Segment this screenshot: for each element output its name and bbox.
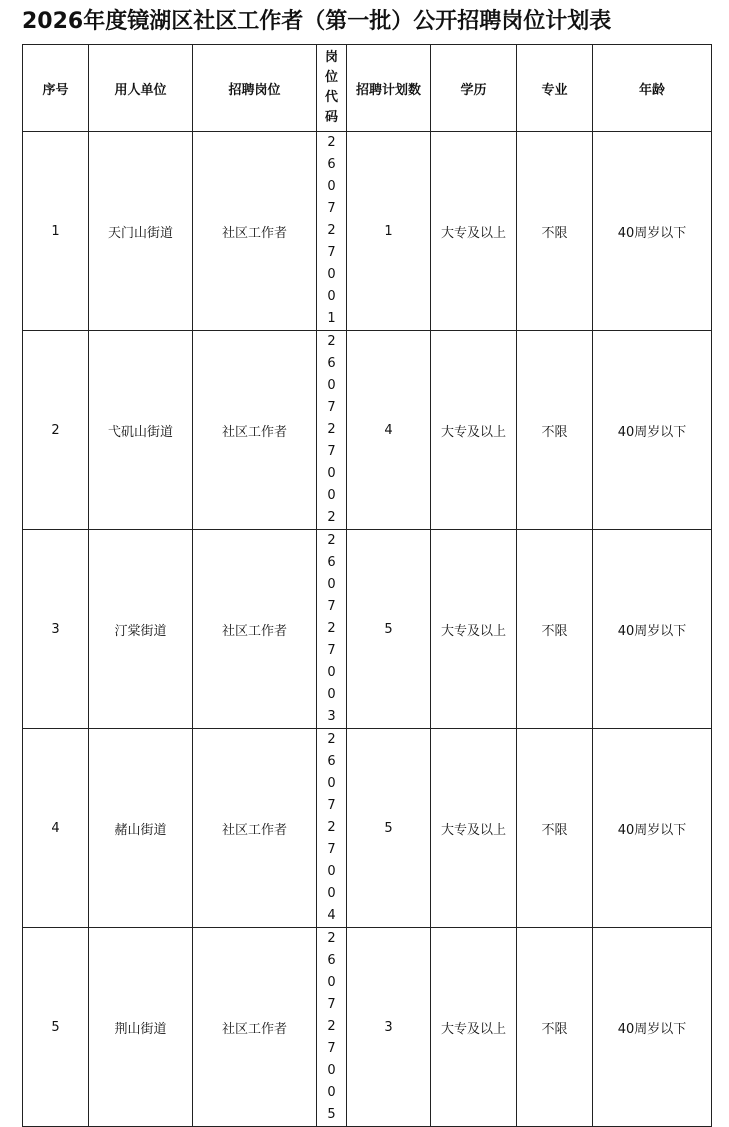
cell-seq: 2 <box>23 331 89 530</box>
cell-seq: 5 <box>23 928 89 1127</box>
cell-seq: 3 <box>23 530 89 729</box>
cell-code-value: 26 07 27 00 5 <box>327 931 336 1122</box>
header-seq: 序号 <box>23 45 89 132</box>
cell-code-value: 26 07 27 00 2 <box>327 334 336 525</box>
cell-age: 40周岁以下 <box>593 928 712 1127</box>
recruitment-plan-table <box>22 44 712 1127</box>
cell-position: 社区工作者 <box>193 928 317 1127</box>
cell-position: 社区工作者 <box>193 729 317 928</box>
table-row <box>23 928 712 1127</box>
cell-major: 不限 <box>517 928 593 1127</box>
cell-unit: 汀棠街道 <box>89 530 193 729</box>
cell-code <box>317 331 347 530</box>
cell-position: 社区工作者 <box>193 530 317 729</box>
header-position: 招聘岗位 <box>193 45 317 132</box>
cell-age: 40周岁以下 <box>593 530 712 729</box>
cell-education: 大专及以上 <box>431 530 517 729</box>
cell-code-value: 26 07 27 00 4 <box>327 732 336 923</box>
cell-major: 不限 <box>517 331 593 530</box>
table-row <box>23 331 712 530</box>
cell-age: 40周岁以下 <box>593 331 712 530</box>
table-header-row <box>23 45 712 132</box>
cell-major: 不限 <box>517 729 593 928</box>
cell-unit: 荆山街道 <box>89 928 193 1127</box>
cell-count: 1 <box>347 132 431 331</box>
cell-position: 社区工作者 <box>193 132 317 331</box>
header-code <box>317 45 347 132</box>
cell-count: 5 <box>347 729 431 928</box>
cell-education: 大专及以上 <box>431 331 517 530</box>
header-unit: 用人单位 <box>89 45 193 132</box>
table-row <box>23 729 712 928</box>
cell-code-value: 26 07 27 00 3 <box>327 533 336 724</box>
cell-code-value: 26 07 27 00 1 <box>327 135 336 326</box>
header-education: 学历 <box>431 45 517 132</box>
table-row <box>23 132 712 331</box>
cell-code <box>317 132 347 331</box>
cell-age: 40周岁以下 <box>593 132 712 331</box>
header-count: 招聘计划数 <box>347 45 431 132</box>
page-title: 2026年度镜湖区社区工作者（第一批）公开招聘岗位计划表 <box>22 9 612 34</box>
cell-education: 大专及以上 <box>431 132 517 331</box>
cell-code <box>317 530 347 729</box>
cell-code <box>317 928 347 1127</box>
cell-education: 大专及以上 <box>431 729 517 928</box>
cell-major: 不限 <box>517 132 593 331</box>
cell-unit: 赭山街道 <box>89 729 193 928</box>
cell-age: 40周岁以下 <box>593 729 712 928</box>
cell-unit: 弋矶山街道 <box>89 331 193 530</box>
cell-code <box>317 729 347 928</box>
header-major: 专业 <box>517 45 593 132</box>
cell-count: 4 <box>347 331 431 530</box>
cell-seq: 4 <box>23 729 89 928</box>
header-age: 年龄 <box>593 45 712 132</box>
cell-seq: 1 <box>23 132 89 331</box>
header-code-label: 岗位代码 <box>324 50 338 125</box>
cell-unit: 天门山街道 <box>89 132 193 331</box>
cell-count: 5 <box>347 530 431 729</box>
table-row <box>23 530 712 729</box>
cell-position: 社区工作者 <box>193 331 317 530</box>
cell-count: 3 <box>347 928 431 1127</box>
cell-major: 不限 <box>517 530 593 729</box>
cell-education: 大专及以上 <box>431 928 517 1127</box>
